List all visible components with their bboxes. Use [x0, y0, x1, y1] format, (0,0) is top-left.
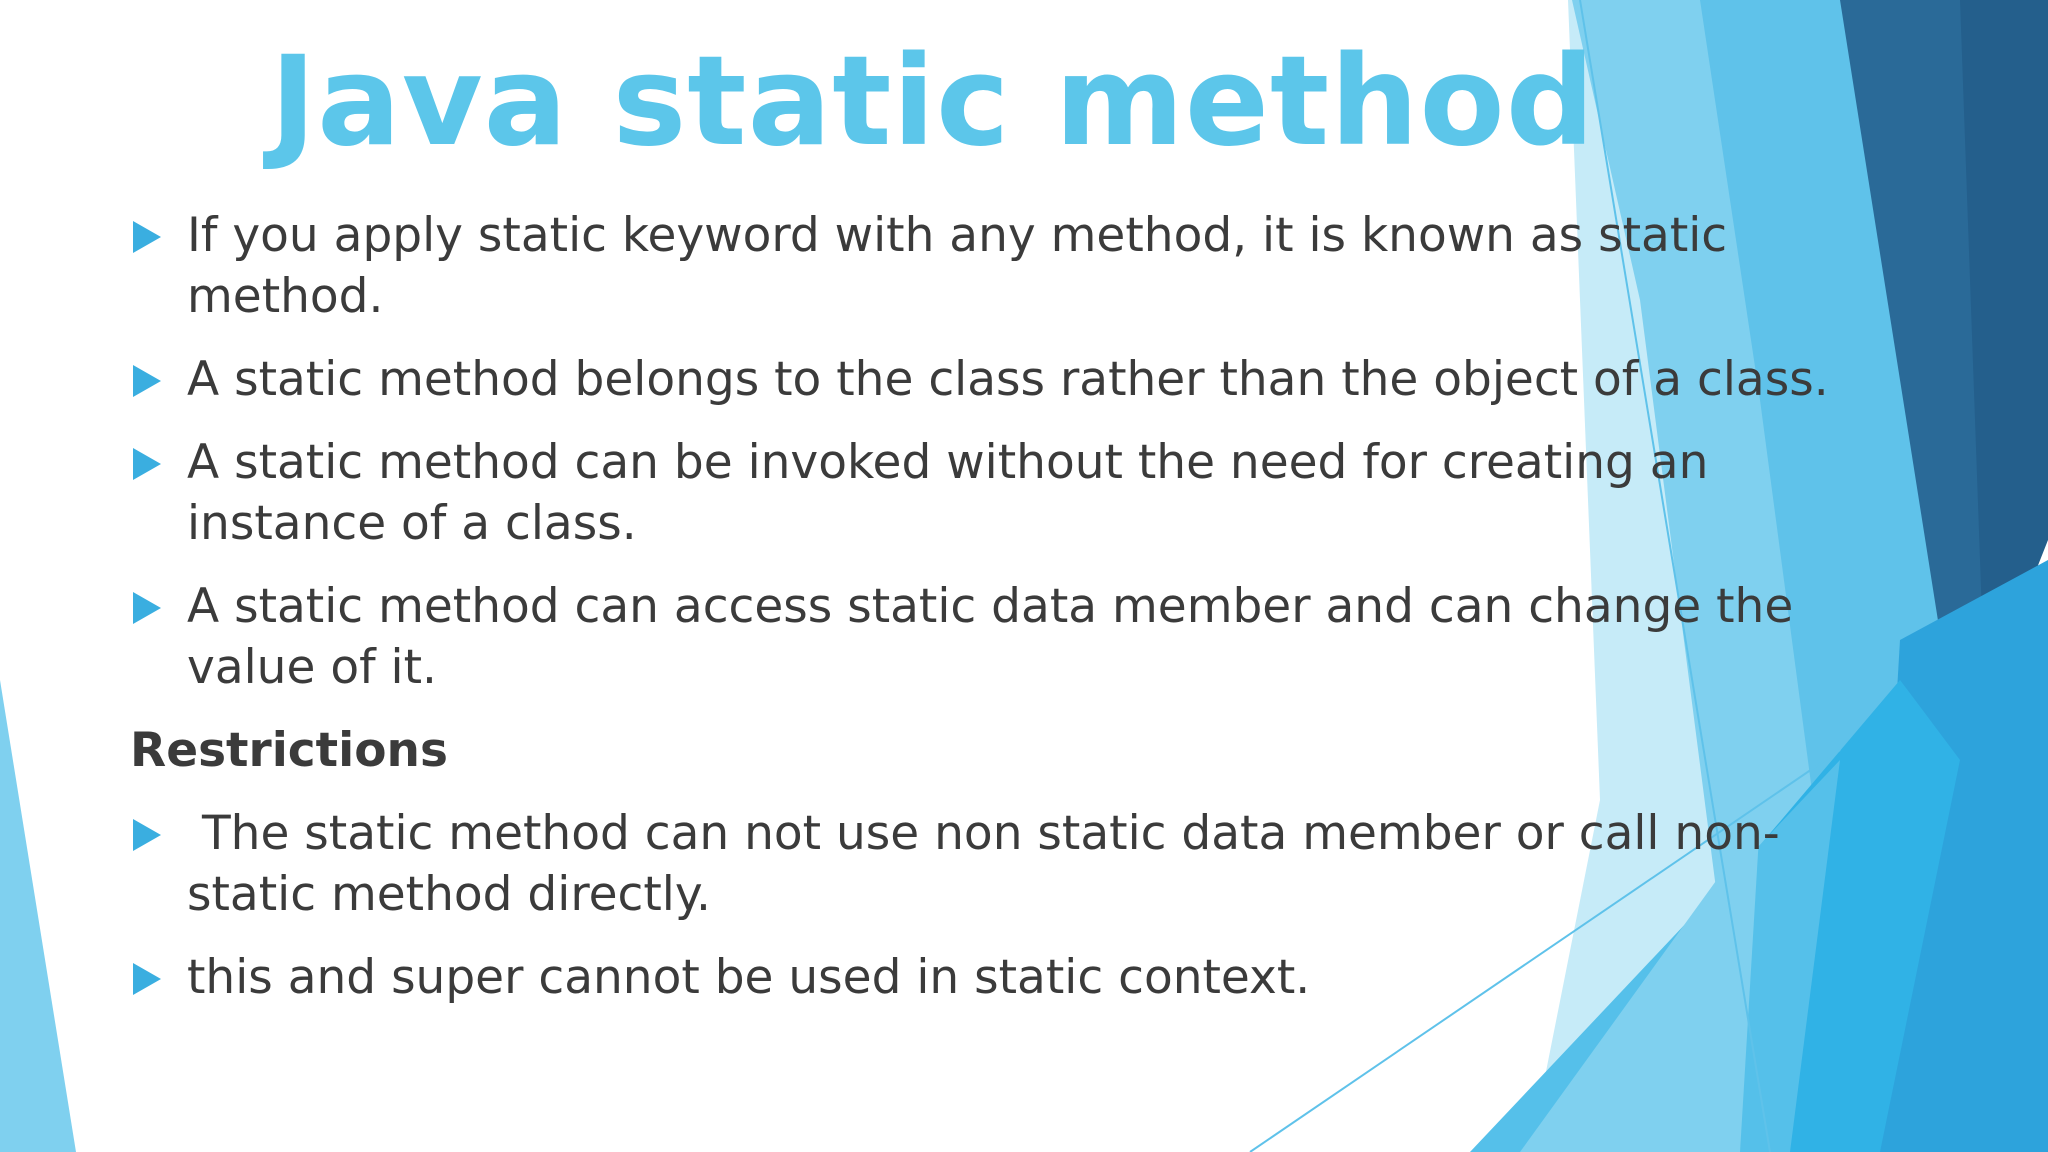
- bullet-arrow-icon: [133, 963, 161, 995]
- bullet-item: [130, 205, 1830, 327]
- slide-title: Java static method: [270, 30, 1596, 174]
- bullet-text: this and super cannot be used in static context.: [187, 950, 1311, 1005]
- bullet-item: [130, 576, 1830, 698]
- bullet-arrow-icon: [133, 819, 161, 851]
- bullet-item: [130, 432, 1830, 554]
- bullet-text: The static method can not use non static data member or call non-static method directly.: [187, 806, 1780, 922]
- bullet-item: [130, 803, 1830, 925]
- bullet-text: A static method belongs to the class rather than the object of a class.: [187, 352, 1829, 407]
- bullet-arrow-icon: [133, 221, 161, 253]
- bullet-text: If you apply static keyword with any method, it is known as static method.: [187, 208, 1728, 324]
- slide-content: [130, 205, 1830, 1030]
- restrictions-heading: Restrictions: [130, 723, 448, 778]
- bullet-item: [130, 349, 1830, 410]
- bullet-item: [130, 947, 1830, 1008]
- bullet-arrow-icon: [133, 448, 161, 480]
- bullet-text: A static method can access static data member and can change the value of it.: [187, 579, 1794, 695]
- bullet-arrow-icon: [133, 365, 161, 397]
- bullet-arrow-icon: [133, 592, 161, 624]
- left-accent-shape: [0, 680, 76, 1152]
- bullet-text: A static method can be invoked without the need for creating an instance of a class.: [187, 435, 1709, 551]
